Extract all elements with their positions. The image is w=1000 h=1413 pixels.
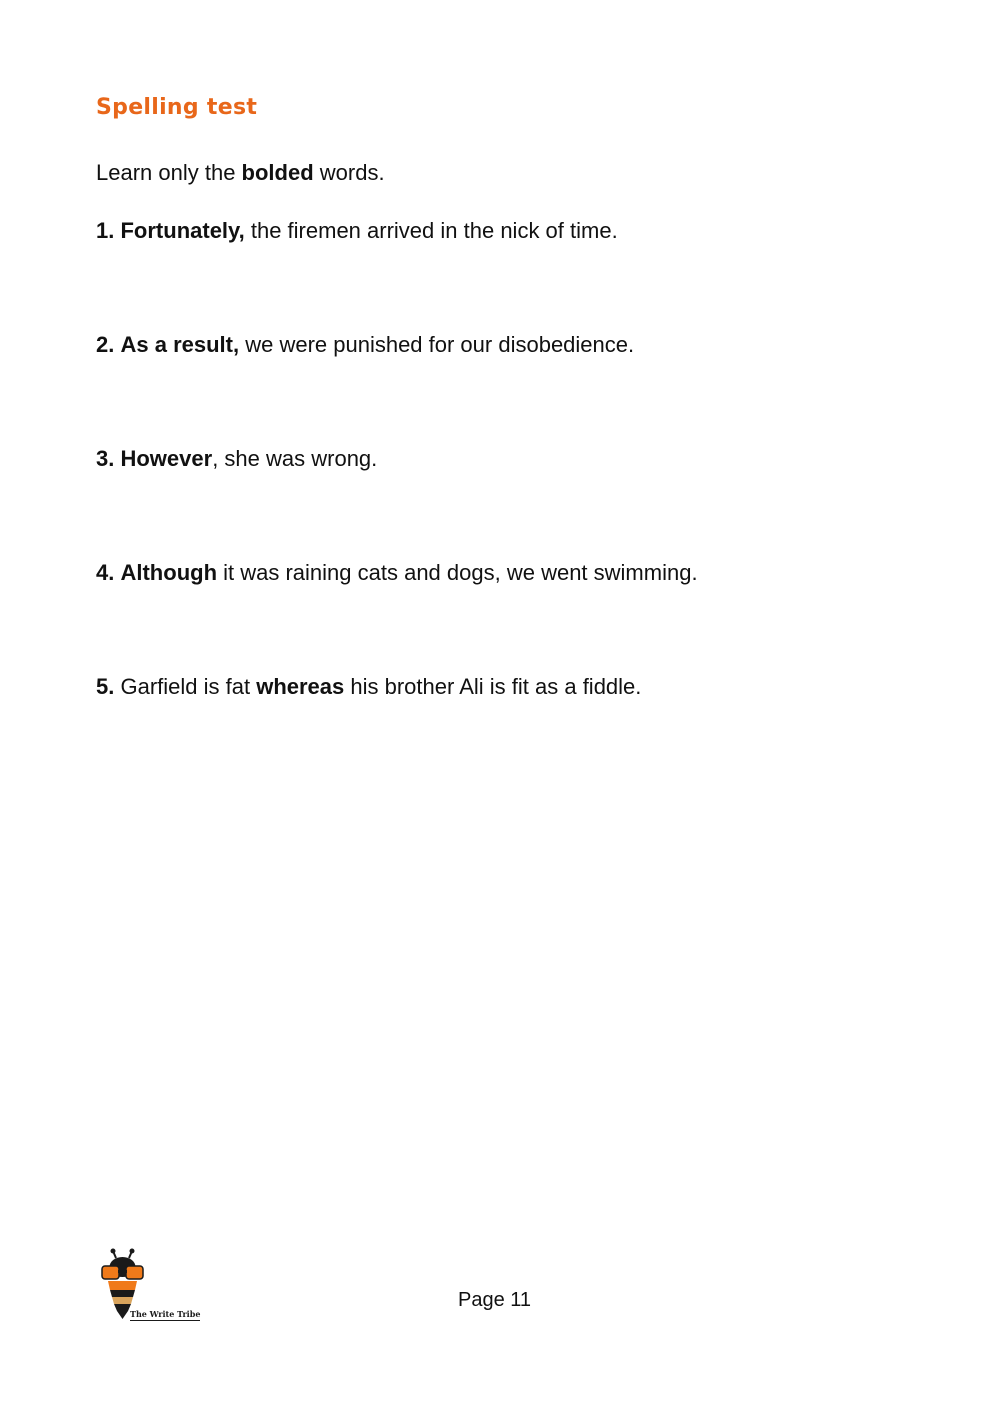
logo-wordmark: The Write Tribe xyxy=(130,1309,201,1319)
sentence-text-before: Garfield is fat xyxy=(114,674,257,699)
instructions-text-before: Learn only the xyxy=(96,160,242,185)
sentence-text: the firemen arrived in the nick of time. xyxy=(244,218,618,243)
page-title: Spelling test xyxy=(96,95,258,120)
instructions-text-after: words. xyxy=(313,160,385,185)
item-number: 3. xyxy=(96,446,115,471)
instructions xyxy=(96,160,385,186)
sentence-text: we were punished for our disobedience. xyxy=(239,332,635,357)
sentence-item-2 xyxy=(96,332,634,358)
spelling-word: Although xyxy=(120,560,218,585)
sentence-item-1 xyxy=(96,218,618,244)
item-number: 5. xyxy=(96,674,115,699)
spelling-word: However xyxy=(120,446,213,471)
sentence-text: it was raining cats and dogs, we went swimming. xyxy=(217,560,698,585)
item-number: 2. xyxy=(96,332,115,357)
item-number: 1. xyxy=(96,218,115,243)
write-tribe-logo xyxy=(96,1248,208,1328)
spelling-word: As a result, xyxy=(120,332,240,357)
spelling-word: whereas xyxy=(256,674,345,699)
item-number: 4. xyxy=(96,560,115,585)
page-number: Page 11 xyxy=(458,1289,532,1311)
instructions-bold-word: bolded xyxy=(241,160,314,185)
sentence-item-4 xyxy=(96,560,698,586)
sentence-text: , she was wrong. xyxy=(212,446,378,471)
sentence-item-5 xyxy=(96,674,641,700)
sentence-item-3 xyxy=(96,446,377,472)
spelling-word: Fortunately, xyxy=(120,218,245,243)
sentence-text: his brother Ali is fit as a fiddle. xyxy=(344,674,642,699)
